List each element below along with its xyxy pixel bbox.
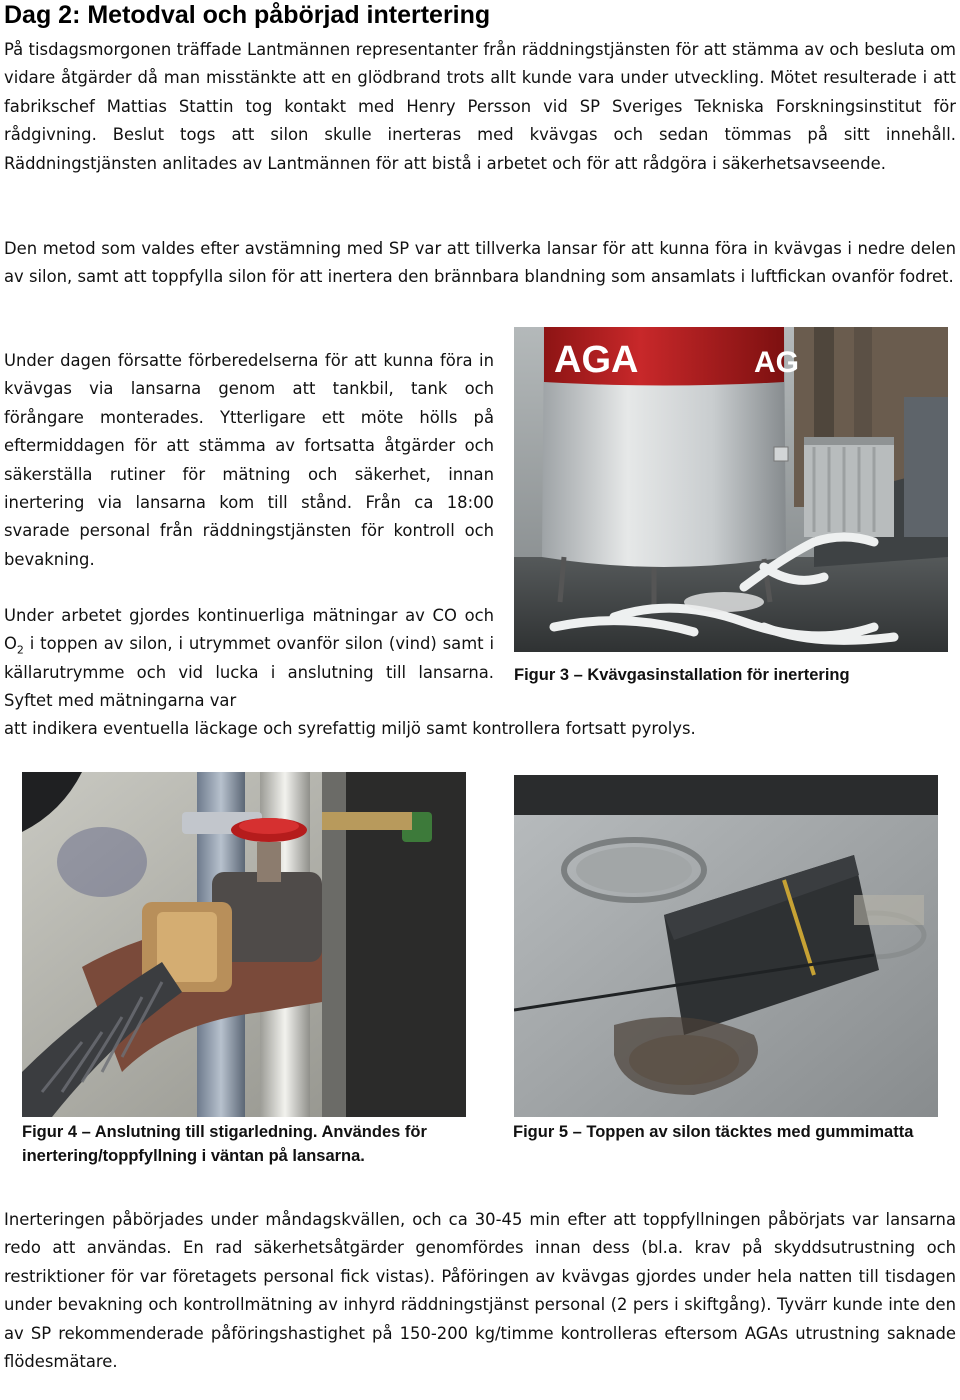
paragraph-4 — [4, 602, 494, 716]
paragraph-4-continuation: att indikera eventuella läckage och syrefattig miljö samt kontrollera fortsatt pyrolys. — [4, 719, 696, 738]
figure-4-caption: Figur 4 – Anslutning till stigarledning. Användes för inertering/toppfyllning i väntan på lansarna. — [22, 1123, 427, 1165]
oxygen-subscript: 2 — [16, 643, 24, 657]
nitrogen-tank-photo — [514, 327, 948, 652]
paragraph-1: På tisdagsmorgonen träffade Lantmännen representanter från räddningstjänsten för att stämma av och besluta om vidare åtgärder då man misstänkte att en glödbrand trots allt kunde vara under utveckling. Mötet resulterade i att fabrikschef Mattias Stattin tog kontakt med Henry Persson vid SP Sveriges Tekniska Forskningsinstitut för rådgivning. Beslut togs att silon skulle inerteras med kvävgas och sedan tömmas på sitt innehåll. Räddningstjänsten anlitades av Lantmännen för att bistå i arbetet och för att rådgöra i säkerhetsavseende. — [4, 40, 956, 173]
paragraph-3: Under dagen försatte förberedelserna för att kunna föra in kvävgas via lansarna genom att tankbil, tank och förångare monterades. Ytterligare ett möte hölls på eftermiddagen för att stämma av fortsatta åtgärder och säkerställa rutiner för mätning och säkerhet, innan inertering via lansarna kom till stånd. Från ca 18:00 svarade personal från räddningstjänsten för kontroll och bevakning. — [4, 351, 494, 569]
paragraph-5: Inerteringen påbörjades under måndagskvällen, och ca 30-45 min efter att toppfyllningen påbörjats var lansarna redo att användas. En rad säkerhetsåtgärder genomfördes innan dess (bl.a. krav på skyddsutrustning och restriktioner för var företagets personal fick vistas). Påföringen av kvävgas gjordes under hela natten till tisdagen under bevakning och kontrollmätning av inhyrd räddningstjänst personal (2 pers i skiftgång). Tyvärr kunde inte den av SP rekommenderade påföringshastighet på 150-200 kg/timme kontrolleras eftersom AGAs utrustning saknade flödesmätare. — [4, 1210, 956, 1372]
figure-4-photo — [22, 772, 466, 1117]
aga-logo-text-2: AG — [754, 346, 799, 379]
aga-logo-text: AGA — [554, 339, 639, 381]
figure-5-photo — [514, 775, 938, 1117]
paragraph-4-start: Under arbetet gjordes kontinuerliga mätningar av CO och O — [4, 606, 494, 654]
figure-3-caption: Figur 3 – Kvävgasinstallation för inertering — [514, 666, 850, 684]
paragraph-4-end: i toppen av silon, i utrymmet ovanför silon (vind) samt i källarutrymme och vid lucka i anslutning till lansarna. Syftet med mätningarna var — [4, 634, 494, 711]
riser-valve-photo — [22, 772, 466, 1117]
page-title: Dag 2: Metodval och påbörjad intertering — [4, 1, 491, 29]
figure-3-photo — [514, 327, 948, 652]
figure-5-caption: Figur 5 – Toppen av silon täcktes med gummimatta — [513, 1123, 914, 1141]
rubber-mat-photo — [514, 775, 938, 1117]
paragraph-2: Den metod som valdes efter avstämning med SP var att tillverka lansar för att kunna föra in kvävgas i nedre delen av silon, samt att toppfylla silon för att inertera den brännbara blandning som ansamlats i luftfickan ovanför fodret. — [4, 239, 956, 287]
